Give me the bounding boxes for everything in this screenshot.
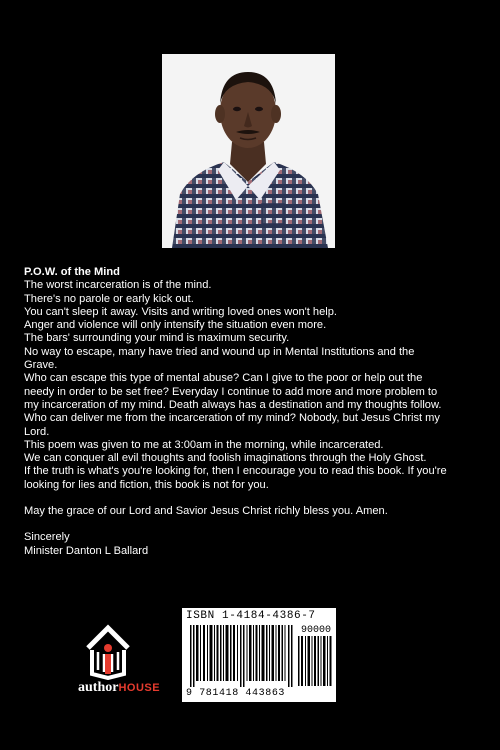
poem-line: This poem was given to me at 3:00am in the morning, while incarcerated.: [24, 438, 384, 451]
author-portrait-image: [162, 54, 335, 248]
book-house-icon: [78, 624, 170, 680]
poem-line: looking for lies and fiction, this book is not for you.: [24, 478, 269, 491]
isbn-barcode: [182, 608, 336, 702]
signoff-name: Minister Danton L Ballard: [24, 544, 149, 557]
publisher-wordmark: [78, 680, 178, 696]
spacer: [24, 492, 484, 505]
barcode-bars-main: [190, 625, 294, 687]
poem-line: The bars' surrounding your mind is maximum security.: [24, 332, 290, 345]
poem-line: Who can escape this type of mental abuse? Can I give to the poor or help out the: [24, 372, 423, 385]
author-photo: [162, 54, 335, 248]
publisher-name-part1: author: [78, 680, 119, 695]
poem-line: Who can deliver me from the incarceration of my mind? Nobody, but Jesus Christ my: [24, 412, 440, 425]
poem-line: No way to escape, many have tried and wound up in Mental Institutions and the: [24, 345, 415, 358]
barcode-bars-addon: [298, 636, 332, 686]
poem-line: my incarceration of my mind. Death always has a destination and my thoughts follow.: [24, 398, 442, 411]
poem-line: There's no parole or early kick out.: [24, 292, 194, 305]
poem-line: We can conquer all evil thoughts and foolish imaginations through the Holy Ghost.: [24, 452, 427, 465]
poem-line: If the truth is what's you're looking for, then I encourage you to read this book. If you're: [24, 465, 447, 478]
signoff-closing: Sincerely: [24, 531, 70, 544]
price-code: 90000: [300, 625, 331, 636]
poem-line: needy in order to be set free? Everyday I continue to add more and more problem to: [24, 385, 438, 398]
isbn-label: ISBN 1-4184-4386-7: [186, 610, 316, 622]
ean-number: 9 781418 443863: [186, 688, 286, 699]
spacer: [24, 518, 484, 531]
poem-line: You can't sleep it away. Visits and writing loved ones won't help.: [24, 305, 337, 318]
poem-line: Grave.: [24, 359, 58, 372]
publisher-name-part2: HOUSE: [118, 682, 161, 694]
poem-line: Anger and violence will only intensify the situation even more.: [24, 319, 327, 332]
back-cover-text: [24, 266, 484, 558]
blessing-text: May the grace of our Lord and Savior Jesus Christ richly bless you. Amen.: [24, 505, 388, 518]
poem-line: The worst incarceration is of the mind.: [24, 279, 212, 292]
poem-title: P.O.W. of the Mind: [24, 266, 120, 278]
poem-line: Lord.: [24, 425, 50, 438]
